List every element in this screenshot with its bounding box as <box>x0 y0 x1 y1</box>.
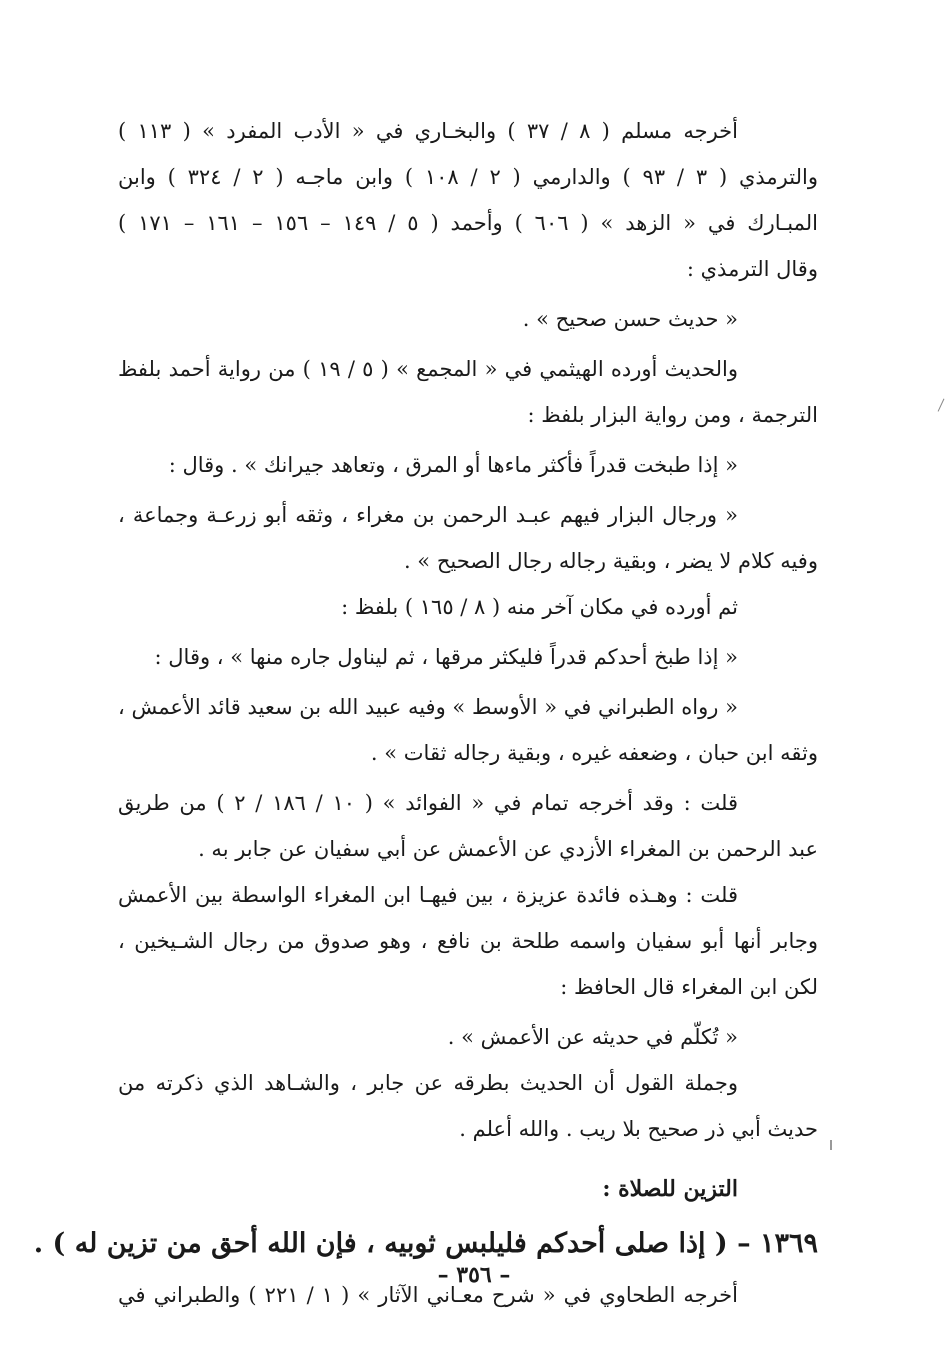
quote-line: « رواه الطبراني في « الأوسط » وفيه عبيد الله بن سعيد قائد الأعمش ، <box>118 695 738 719</box>
text-line: قلت : وهـذه فائدة عزيزة ، بين فيهـا ابن المغراء الواسطة بين الأعمش <box>118 883 738 907</box>
section-heading: التزين للصلاة : <box>602 1176 738 1202</box>
page-number: – ٣٥٦ – <box>437 1262 511 1288</box>
text-line: حديث أبي ذر صحيح بلا ريب . والله أعلم . <box>459 1117 818 1141</box>
text-line: عبد الرحمن بن المغراء الأزدي عن الأعمش عن أبي سفيان عن جابر به . <box>198 837 818 861</box>
hadith-text: ١٣٦٩ – ( إذا صلى أحدكم فليلبس ثوبيه ، فإن الله أحق من تزين له ) . <box>33 1228 818 1259</box>
margin-mark <box>929 394 945 411</box>
quote-line: « ورجال البزار فيهم عبـد الرحمن بن مغراء ، وثقه أبو زرعـة وجماعة ، <box>118 503 738 527</box>
text-line: وجابر أنها أبو سفيان واسمه طلحة بن نافع ، وهو صدوق من رجال الشـيخين ، <box>118 929 818 953</box>
quote-line: « إذا طبخ أحدكم قدراً فليكثر مرقها ، ثم ليناول جاره منها » ، وقال : <box>154 645 738 669</box>
text-line: أخرجه الطحاوي في « شرح معـاني الآثار » ( ١ / ٢٢١ ) والطبراني في <box>118 1283 738 1307</box>
quote-line: « تُكلّم في حديثه عن الأعمش » . <box>447 1025 738 1049</box>
quote-line: « إذا طبخت قدراً فأكثر ماءها أو المرق ، وتعاهد جيرانك » . وقال : <box>168 453 738 477</box>
text-line: والترمذي ( ٣ / ٩٣ ) والدارمي ( ٢ / ١٠٨ ) وابن ماجـه ( ٢ / ٣٢٤ ) وابن <box>118 165 818 189</box>
main-text <box>33 108 818 1318</box>
text-line: لكن ابن المغراء قال الحافظ : <box>560 975 818 999</box>
text-line: والحديث أورده الهيثمي في « المجمع » ( ٥ / ١٩ ) من رواية أحمد بلفظ <box>118 357 738 381</box>
text-line: وفيه كلام لا يضر ، وبقية رجاله رجال الصحيح » . <box>403 549 818 573</box>
quote-line: « حديث حسن صحيح » . <box>522 307 738 331</box>
text-line: الترجمة ، ومن رواية البزار بلفظ : <box>527 403 818 427</box>
text-line: المبـارك في « الزهد » ( ٦٠٦ ) وأحمد ( ٥ / ١٤٩ – ١٥٦ – ١٦١ – ١٧١ ) <box>118 211 818 235</box>
text-line: وثقه ابن حبان ، وضعفه غيره ، وبقية رجاله ثقات » . <box>370 741 818 765</box>
text-line: أخرجه مسلم ( ٨ / ٣٧ ) والبخـاري في « الأدب المفرد » ( ١١٣ ) <box>118 119 738 143</box>
text-line: وجملة القول أن الحديث بطرقه عن جابر ، والشـاهد الذي ذكرته من <box>118 1071 738 1095</box>
text-line: وقال الترمذي : <box>686 257 818 281</box>
margin-mark <box>830 1140 832 1150</box>
text-line: ثم أورده في مكان آخر منه ( ٨ / ١٦٥ ) بلفظ : <box>341 595 738 619</box>
text-line: قلت : وقد أخرجه تمام في « الفوائد » ( ١٠ / ١٨٦ / ٢ ) من طريق <box>118 791 738 815</box>
